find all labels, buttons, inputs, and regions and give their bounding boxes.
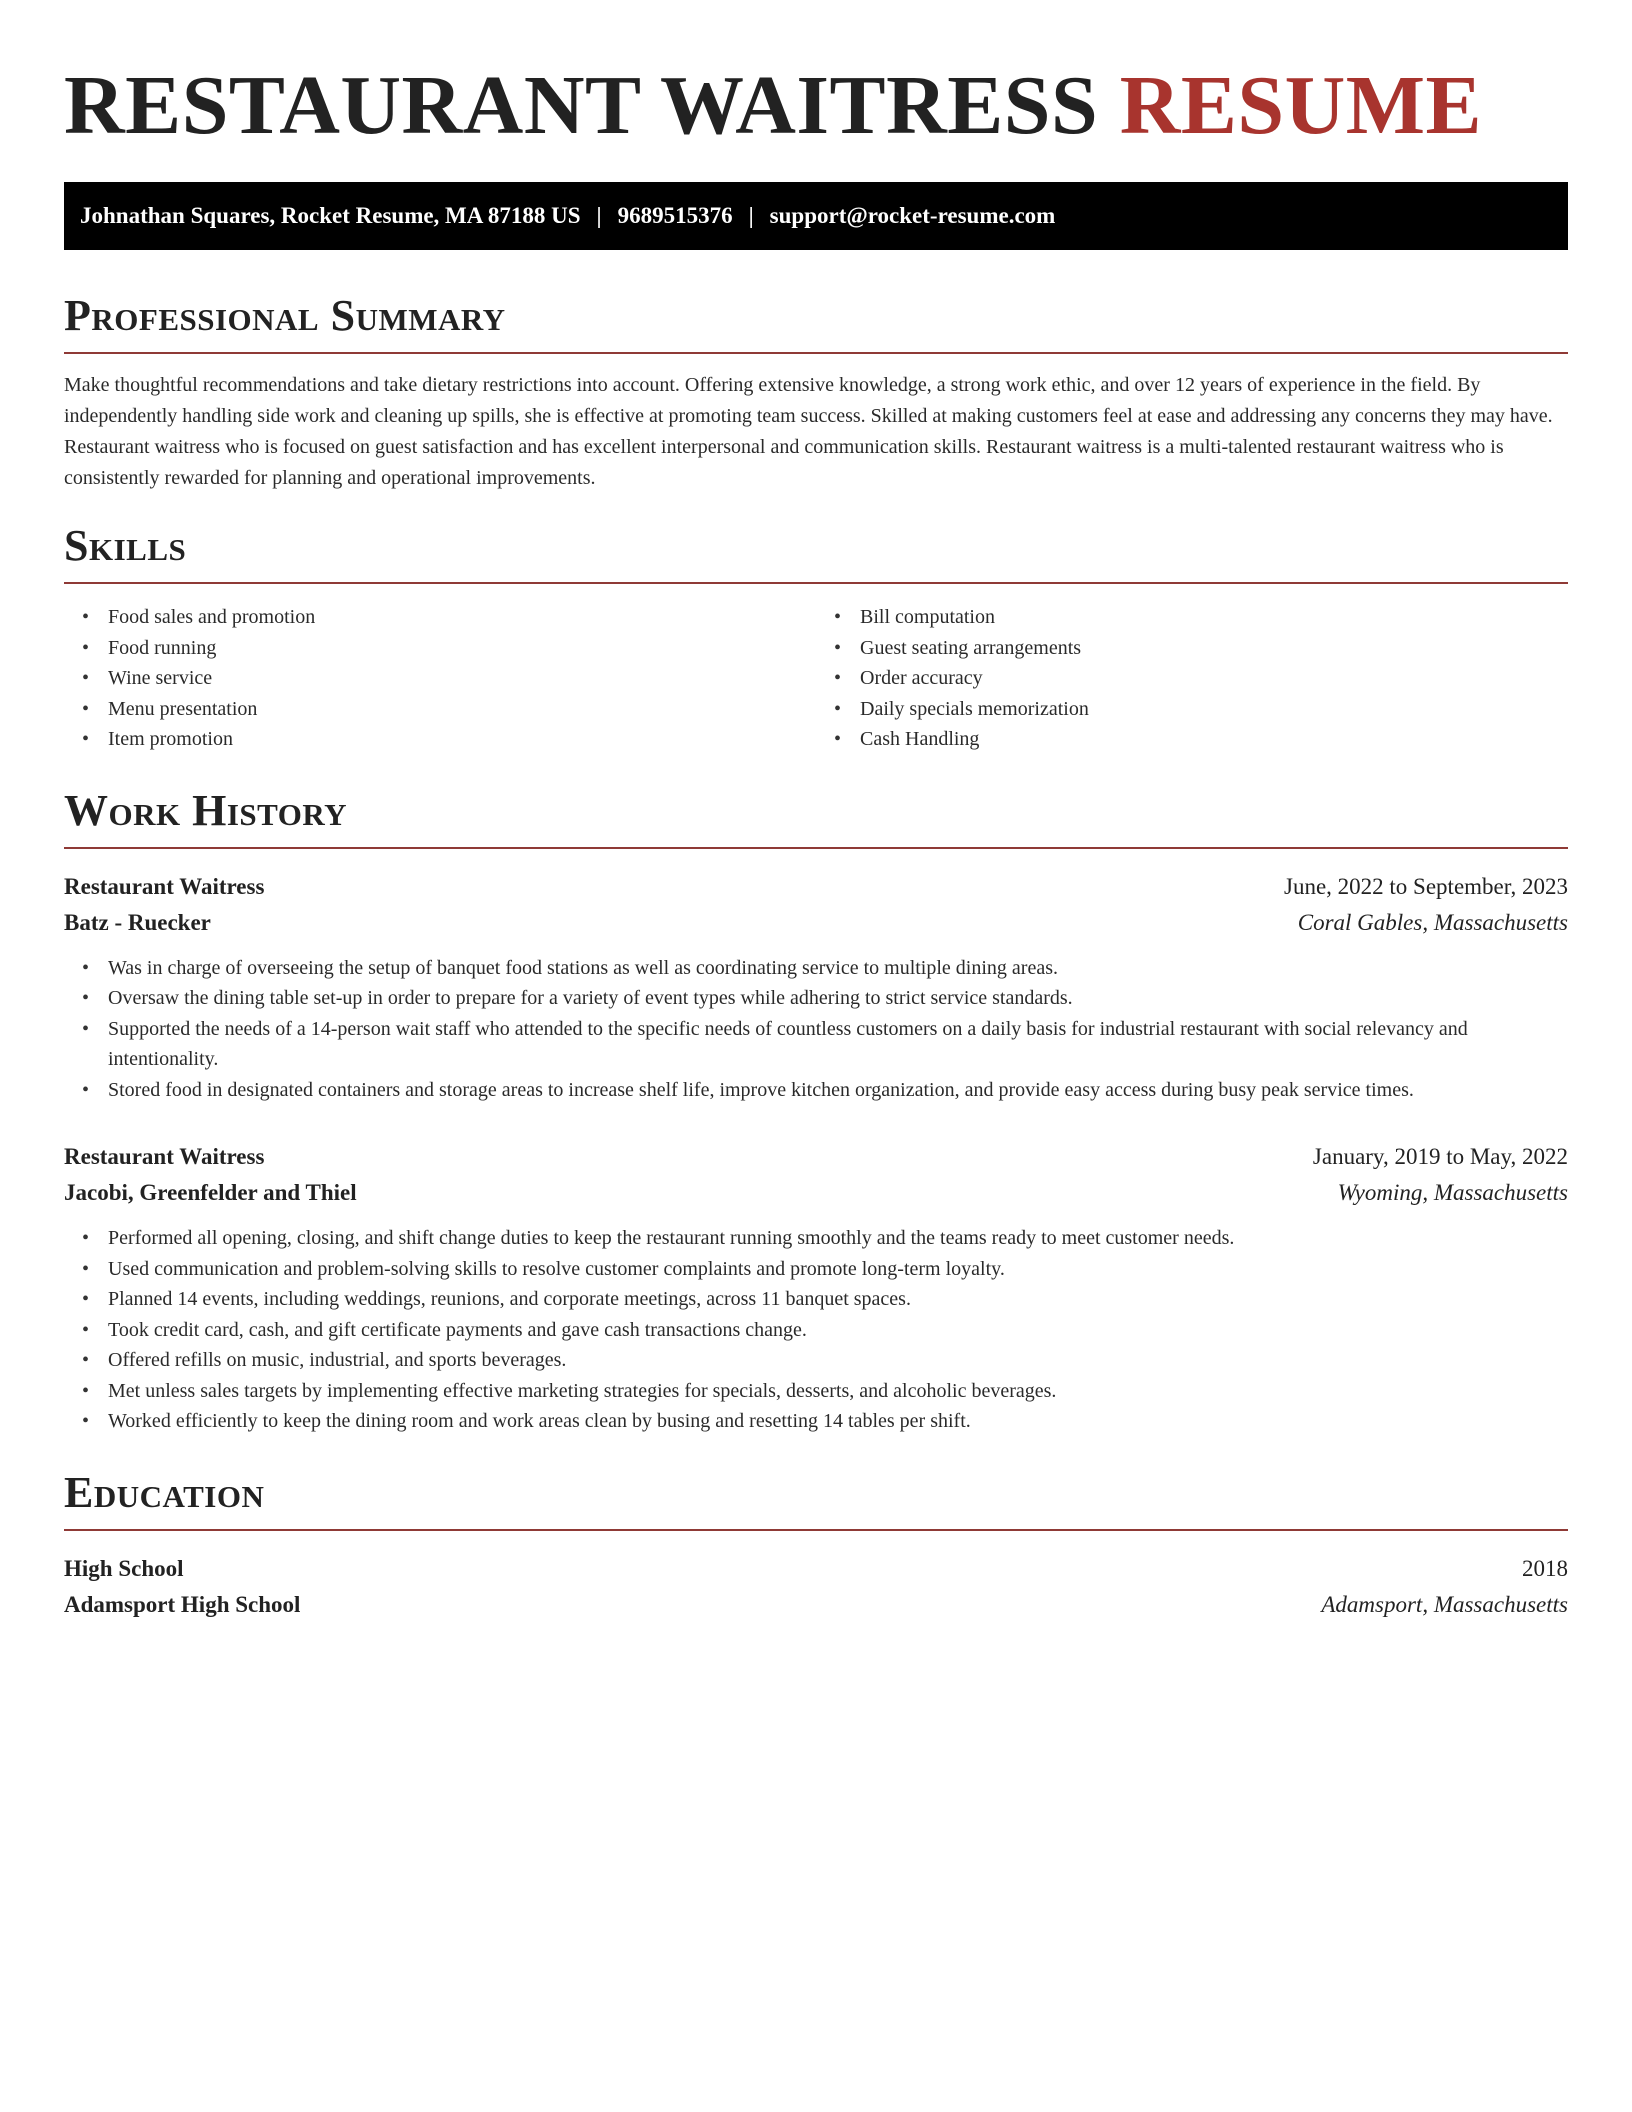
job-dates: June, 2022 to September, 2023 [1284,873,1568,899]
education-heading: Education [64,1467,265,1517]
summary-section [64,291,1568,494]
resume-title [64,59,1568,152]
contact-email: support@rocket-resume.com [769,203,1056,228]
skills-list-right [816,602,1568,755]
job-header-row [64,1139,1568,1175]
skill-item: • Bill computation [860,602,1568,633]
job-company-row [64,905,1568,941]
section-divider [64,847,1568,849]
skill-item: • Guest seating arrangements [860,633,1568,664]
job-duty: • Planned 14 events, including weddings, reunions, and corporate meetings, across 11 banquet spaces. [108,1284,1568,1315]
job-duty: • Oversaw the dining table set-up in order to prepare for a variety of event types while adhering to strict service standards. [108,983,1568,1014]
job-duty: • Offered refills on music, industrial, and sports beverages. [108,1345,1568,1376]
job-dates: January, 2019 to May, 2022 [1312,1144,1568,1169]
contact-separator: | [596,203,602,228]
job-company-row [64,1175,1568,1211]
skill-item: • Cash Handling [860,724,1568,755]
job-duties-list [64,1223,1568,1437]
job-entry [64,869,1568,1106]
job-duty: • Stored food in designated containers and storage areas to increase shelf life, improve kitchen organization, and provide easy access during busy peak service times. [108,1075,1568,1106]
job-duty: • Worked efficiently to keep the dining room and work areas clean by busing and resetting 14 tables per shift. [108,1406,1568,1437]
summary-text: Make thoughtful recommendations and take dietary restrictions into account. Offering extensive knowledge, a strong work ethic, and over 12 years of experience in the field. By independently handling side work and cleaning up spills, she is effective at promoting team success. Skilled at making customers feel at ease and addressing any concerns they may have. Restaurant waitress who is focused on guest satisfaction and has excellent interpersonal and communication skills. Restaurant waitress is a multi-talented restaurant waitress who is consistently rewarded for planning and operational improvements. [64,374,1553,489]
skill-item: • Item promotion [108,724,816,755]
job-header-row [64,869,1568,905]
skill-item: • Order accuracy [860,663,1568,694]
education-school: Adamsport High School [64,1591,301,1617]
job-duty: • Performed all opening, closing, and shift change duties to keep the restaurant running smoothly and the teams ready to meet customer needs. [108,1223,1568,1254]
education-header-row [64,1551,1568,1587]
skill-item: • Food running [108,633,816,664]
job-title: Restaurant Waitress [64,1144,265,1169]
job-duty: • Was in charge of overseeing the setup of banquet food stations as well as coordinating service to multiple dining areas. [108,953,1568,984]
education-school-row [64,1587,1568,1623]
section-divider [64,1529,1568,1531]
job-location: Wyoming, Massachusetts [1337,1180,1568,1205]
job-duty: • Met unless sales targets by implementing effective marketing strategies for specials, desserts, and alcoholic beverages. [108,1376,1568,1407]
education-year: 2018 [1522,1555,1568,1581]
job-duty: • Took credit card, cash, and gift certificate payments and gave cash transactions change. [108,1315,1568,1346]
job-location: Coral Gables, Massachusetts [1297,909,1568,935]
job-duty: • Used communication and problem-solving skills to resolve customer complaints and promote long-term loyalty. [108,1254,1568,1285]
skill-item: • Wine service [108,663,816,694]
skills-grid [64,602,1568,755]
contact-separator: | [748,203,754,228]
contact-address: Johnathan Squares, Rocket Resume, MA 87188 US [80,203,581,228]
skills-list-left [64,602,816,755]
title-main: RESTAURANT WAITRESS [64,59,1099,152]
contact-bar [64,182,1568,250]
job-company: Batz - Ruecker [64,909,211,935]
work-history-heading: Work History [64,785,348,835]
section-divider [64,582,1568,584]
contact-phone: 9689515376 [617,203,733,228]
skill-item: • Food sales and promotion [108,602,816,633]
education-section [64,1467,1568,1623]
section-divider [64,352,1568,354]
work-history-section [64,785,1568,1437]
education-degree: High School [64,1555,184,1581]
summary-heading: Professional Summary [64,291,506,340]
job-company: Jacobi, Greenfelder and Thiel [64,1180,357,1205]
skill-item: • Daily specials memorization [860,694,1568,725]
education-entry [64,1551,1568,1623]
title-accent: RESUME [1119,59,1483,152]
job-title: Restaurant Waitress [64,873,265,899]
job-duties-list [64,953,1568,1106]
job-entry [64,1139,1568,1437]
skills-heading: Skills [64,521,187,570]
skills-section [64,521,1568,755]
job-duty: • Supported the needs of a 14-person wait staff who attended to the specific needs of countless customers on a daily basis for industrial restaurant with social relevancy and intentionality. [108,1014,1568,1075]
education-location: Adamsport, Massachusetts [1321,1591,1568,1617]
skill-item: • Menu presentation [108,694,816,725]
